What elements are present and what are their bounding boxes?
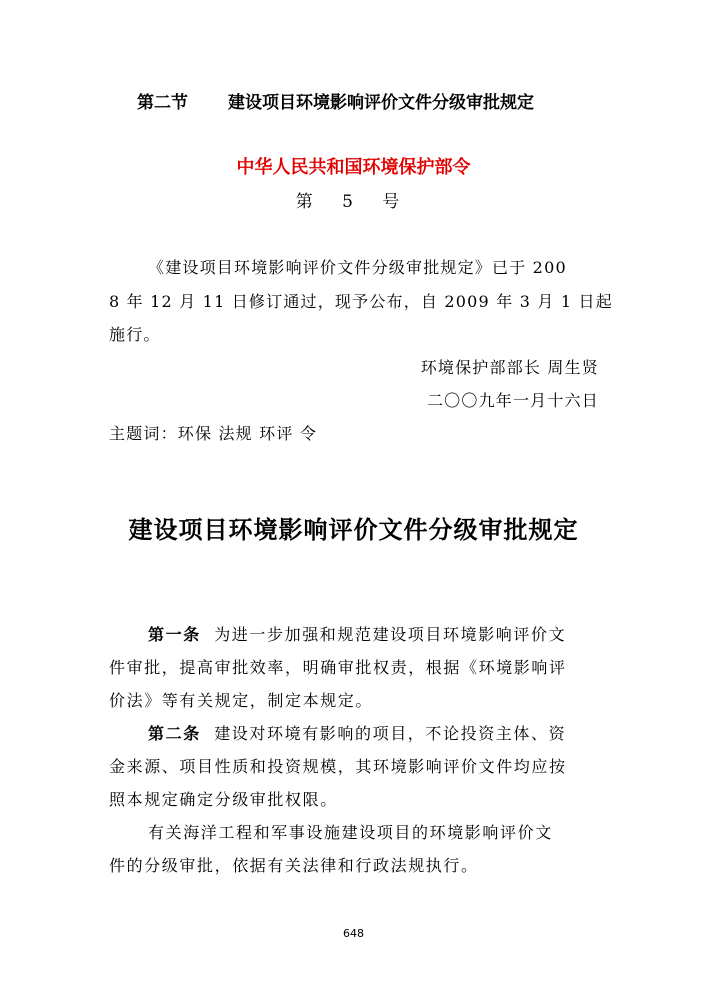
section-title: 建设项目环境影响评价文件分级审批规定 xyxy=(228,93,534,113)
preamble-line: 施行。 xyxy=(109,325,161,344)
article-heading: 第二条 xyxy=(148,724,201,743)
document-title: 建设项目环境影响评价文件分级审批规定 xyxy=(128,515,579,544)
section-label: 第二节 xyxy=(137,93,188,113)
article-line: 价法》等有关规定，制定本规定。 xyxy=(109,691,374,710)
decree-date: 二〇〇九年一月十六日 xyxy=(426,391,599,410)
article-text: 为进一步加强和规范建设项目环境影响评价文 xyxy=(214,625,567,644)
article-1-line xyxy=(148,622,566,645)
decree-number: 第 5 号 xyxy=(295,192,412,212)
preamble-line: 8 年 12 月 11 日修订通过，现予公布，自 2009 年 3 月 1 日起 xyxy=(109,292,613,311)
preamble-line: 《建设项目环境影响评价文件分级审批规定》已于 200 xyxy=(148,258,567,277)
article-line: 金来源、项目性质和投资规模，其环境影响评价文件均应按 xyxy=(109,757,567,776)
extra-paragraph-line: 有关海洋工程和军事设施建设项目的环境影响评价文 xyxy=(148,823,553,842)
page-number: 648 xyxy=(343,927,364,940)
article-2-line xyxy=(148,721,566,744)
section-heading xyxy=(137,88,534,113)
signatory: 环境保护部部长 周生贤 xyxy=(420,358,599,377)
article-heading: 第一条 xyxy=(148,625,201,644)
keywords: 主题词：环保 法规 环评 令 xyxy=(109,424,318,443)
article-text: 建设对环境有影响的项目，不论投资主体、资 xyxy=(214,724,567,743)
decree-issuer: 中华人民共和国环境保护部令 xyxy=(236,157,471,178)
extra-paragraph-line: 件的分级审批，依据有关法律和行政法规执行。 xyxy=(109,856,479,875)
article-line: 件审批，提高审批效率，明确审批权责，根据《环境影响评 xyxy=(109,658,567,677)
article-line: 照本规定确定分级审批权限。 xyxy=(109,790,338,809)
